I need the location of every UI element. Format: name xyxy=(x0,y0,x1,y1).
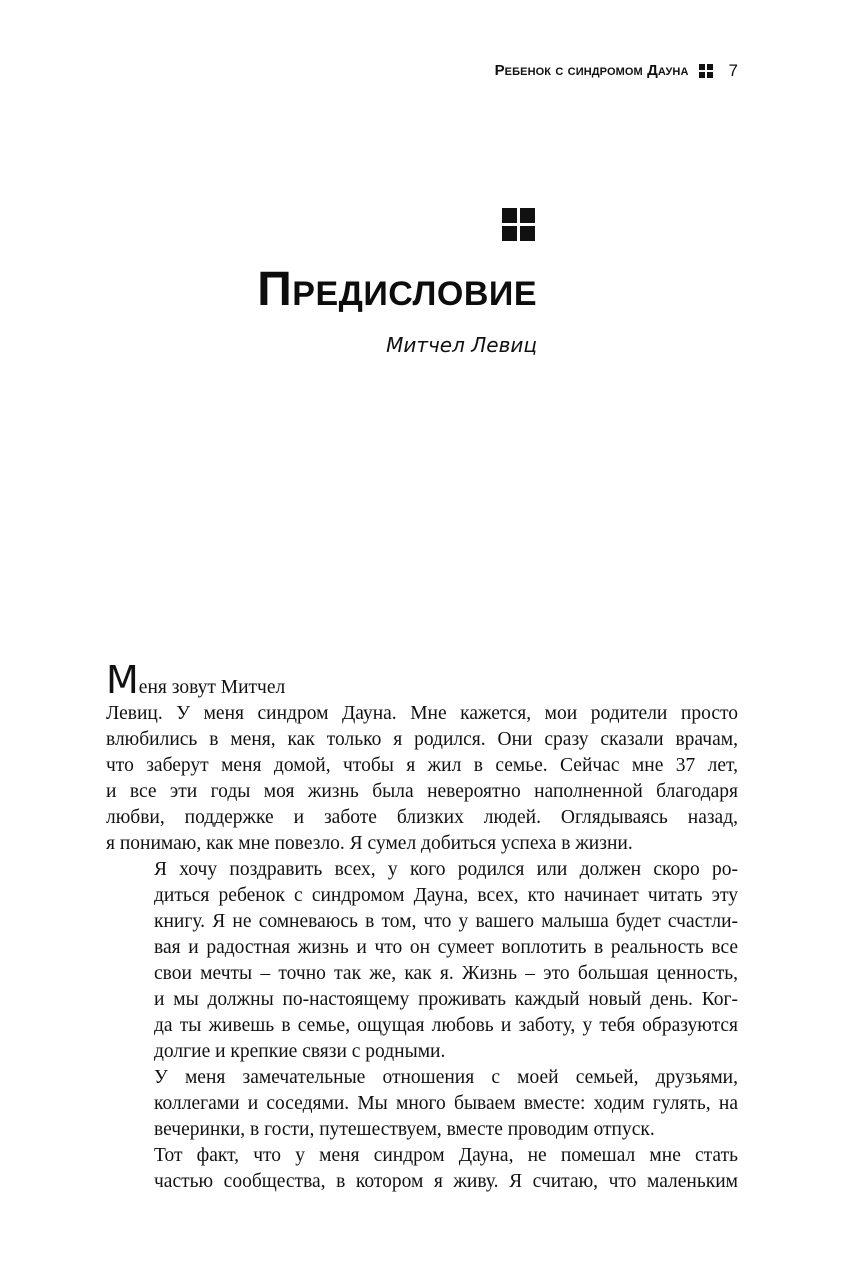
text-line: и мы должны по-настоящему проживать каждый новый день. Ког- xyxy=(154,989,738,1010)
paragraph xyxy=(106,658,738,857)
text-line: и все эти годы моя жизнь была невероятно наполненной благодаря xyxy=(106,781,738,802)
text-line: книгу. Я не сомневаюсь в том, что у вашего малыша будет счастли- xyxy=(154,911,738,932)
text-line: свои мечты – точно так же, как я. Жизнь – это большая ценность, xyxy=(154,963,738,984)
four-squares-icon xyxy=(502,208,535,241)
first-line xyxy=(106,658,738,702)
page-number: 7 xyxy=(728,61,738,80)
text-line: я понимаю, как мне повезло. Я сумел добиться успеха в жизни. xyxy=(106,833,633,854)
running-head-title: Ребенок с синдромом Дауна xyxy=(494,62,689,79)
text-line: частью сообщества, в котором я живу. Я считаю, что маленьким xyxy=(154,1171,738,1192)
text-line: Левиц. У меня синдром Дауна. Мне кажется, мои родители просто xyxy=(106,703,738,724)
chapter-title: Предисловие xyxy=(257,263,537,316)
text-line: вая и радостная жизнь и что он сумеет воплотить в реальность все xyxy=(154,937,738,958)
text-line: вечеринки, в гости, путешествуем, вместе проводим отпуск. xyxy=(154,1119,655,1140)
paragraph xyxy=(106,1065,738,1143)
text-line: коллегами и соседями. Мы много бываем вместе: ходим гулять, на xyxy=(154,1093,738,1114)
first-line-text: еня зовут Митчел xyxy=(138,677,286,698)
text-line: Я хочу поздравить всех, у кого родился или должен скоро ро- xyxy=(154,859,738,880)
text-line: да ты живешь в семье, ощущая любовь и заботу, у тебя образуются xyxy=(154,1015,738,1036)
body-text xyxy=(106,658,738,1195)
text-line: У меня замечательные отношения с моей семьей, друзьями, xyxy=(154,1067,738,1088)
drop-cap: М xyxy=(106,658,139,702)
text-line: что заберут меня домой, чтобы я жил в семье. Сейчас мне 37 лет, xyxy=(106,755,738,776)
text-line: влюбились в меня, как только я родился. Они сразу сказали врачам, xyxy=(106,729,738,750)
text-line: Тот факт, что у меня синдром Дауна, не помешал мне стать xyxy=(154,1145,738,1166)
chapter-author: Митчел Левиц xyxy=(386,333,537,357)
running-head xyxy=(495,59,738,83)
text-line: любви, поддержке и заботе близких людей. Оглядываясь назад, xyxy=(106,807,738,828)
paragraph xyxy=(106,857,738,1065)
paragraph xyxy=(106,1143,738,1195)
four-squares-icon xyxy=(699,64,713,78)
text-line: диться ребенок с синдромом Дауна, всех, кто начинает читать эту xyxy=(154,885,738,906)
text-line: долгие и крепкие связи с родными. xyxy=(154,1041,446,1062)
